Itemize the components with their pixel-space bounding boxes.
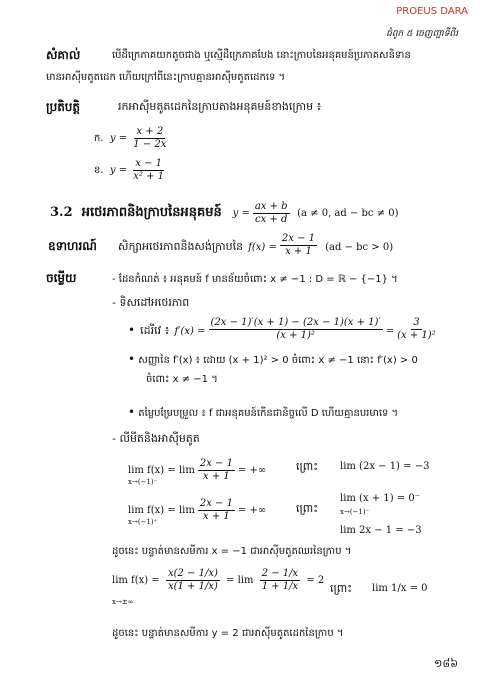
limit-left-sub: x→(−1)⁻ bbox=[128, 478, 158, 486]
example-label: ឧទាហរណ៍ bbox=[48, 239, 97, 253]
limit-left-reason-2-sub: x→(−1)⁻ bbox=[340, 508, 370, 516]
limits-heading: - លីមីតនិងអាស៊ីមតូត bbox=[112, 432, 200, 445]
limit-infinity-sub: x→±∞ bbox=[112, 598, 134, 606]
limit-infinity-reason: lim 1/x = 0 bbox=[372, 583, 428, 594]
because-2: ព្រោះ bbox=[296, 502, 319, 515]
exercise-label: ប្រតិបត្តិ bbox=[46, 100, 81, 114]
exercise-text: រកអាស៊ីមតូតដេកនៃក្រាបតាងអនុគមន៍ខាងក្រោម ៖ bbox=[118, 100, 322, 113]
section-heading: 3.2 អថេរភាពនិងក្រាបនៃអនុគមន៍ y = $\frac{ax + b}{cx + d}$ (a ≠ 0, ad − bc ≠ 0) bbox=[50, 201, 399, 225]
limit-left-reason: lim (2x − 1) = −3 bbox=[340, 461, 430, 472]
conclusion-horizontal: ដូចនេះ បន្ទាត់មានសមីការ y = 2 ជាអាស៊ីមតូតដេកនៃក្រាប ។ bbox=[112, 628, 344, 639]
domain-line: - ដែនកំណត់ ៖ អនុគមន៍ f មានន័យចំពោះ x ≠ −1 : D = ℝ − {−1} ។ bbox=[112, 274, 398, 285]
limit-infinity: lim f(x) = $\frac{x(2 - 1/x)}{x(1 + 1/x)}$ = lim $\frac{2 - 1/x}{1 + 1/x}$ = 2 bbox=[112, 568, 325, 592]
limit-right-reason: lim 2x − 1 = −3 bbox=[340, 525, 422, 536]
page-number: ១៨៦ bbox=[434, 657, 458, 670]
example-text: សិក្សាអថេរភាពនិងសង់ក្រាបនៃ f(x) = $\frac{2x - 1}{x + 1}$ (ad − bc > 0) bbox=[118, 233, 394, 257]
note-line-1: បើដឺក្រេភាគយកតូចជាង ឬស្មើដឺក្រេភាគបែង នោះក្រាបនៃអនុគមន៍ប្រភាគសនិទាន bbox=[112, 50, 411, 61]
exercise-b: ខ. y = $\frac{x - 1}{\text{x² + 1}}$ bbox=[94, 158, 165, 182]
note-label: សំគាល់ bbox=[46, 48, 81, 62]
sign-line-2: ចំពោះ x ≠ −1 ។ bbox=[146, 374, 218, 385]
limit-right-sub: x→(−1)⁺ bbox=[128, 518, 158, 526]
chapter-header: ជំពូក ៥ ចេញញ្ជាទីពីរ bbox=[386, 29, 458, 39]
conclusion-vertical: ដូចនេះ បន្ទាត់មានសមីការ x = −1 ជាអាស៊ីមតូតឈរនៃក្រាប ។ bbox=[112, 546, 352, 557]
note-line-2: មានអាស៊ីមតូតដេក ហើយក្រៅពីនេះក្រាបគ្មានអាស៊ីមតូតដេកទេ ។ bbox=[46, 72, 286, 83]
limit-left-reason-2: lim (x + 1) = 0⁻ bbox=[340, 493, 420, 504]
solution-label: ចម្លើយ bbox=[46, 271, 77, 285]
derivative-line: • ដេរីវេ ៖ f′(x) = $\frac{(2x - 1)'(x + 1) - (2x - 1)(x + 1)'}{\text{(x + 1)²}}$ = $\frac{3}{\text{(x + 1)²}}$ bbox=[128, 317, 436, 341]
limit-right: lim f(x) = lim $\frac{2x - 1}{x + 1}$ = +∞ bbox=[128, 498, 267, 522]
because-1: ព្រោះ bbox=[296, 460, 319, 473]
variation-heading: - ទិសដៅអថេរភាព bbox=[112, 296, 190, 309]
limit-left: lim f(x) = lim $\frac{2x - 1}{x + 1}$ = +∞ bbox=[128, 458, 267, 482]
because-3: ព្រោះ bbox=[330, 582, 353, 595]
brand-text: PROEUS DARA bbox=[396, 6, 468, 17]
exercise-a: ក. y = $\frac{x + 2}{1 - 2x}$ bbox=[94, 126, 167, 150]
sign-line: • សញ្ញានៃ f′(x) ៖ ដោយ (x + 1)² > 0 ចំពោះ x ≠ −1 នោះ f′(x) > 0 bbox=[128, 352, 418, 366]
variation-table-line: • តម្លៃបម្រែបម្រួល ៖ f ជាអនុគមន៍កើនជានិច្ចលើ D ហើយគ្មានបរមាទេ ។ bbox=[128, 405, 399, 419]
